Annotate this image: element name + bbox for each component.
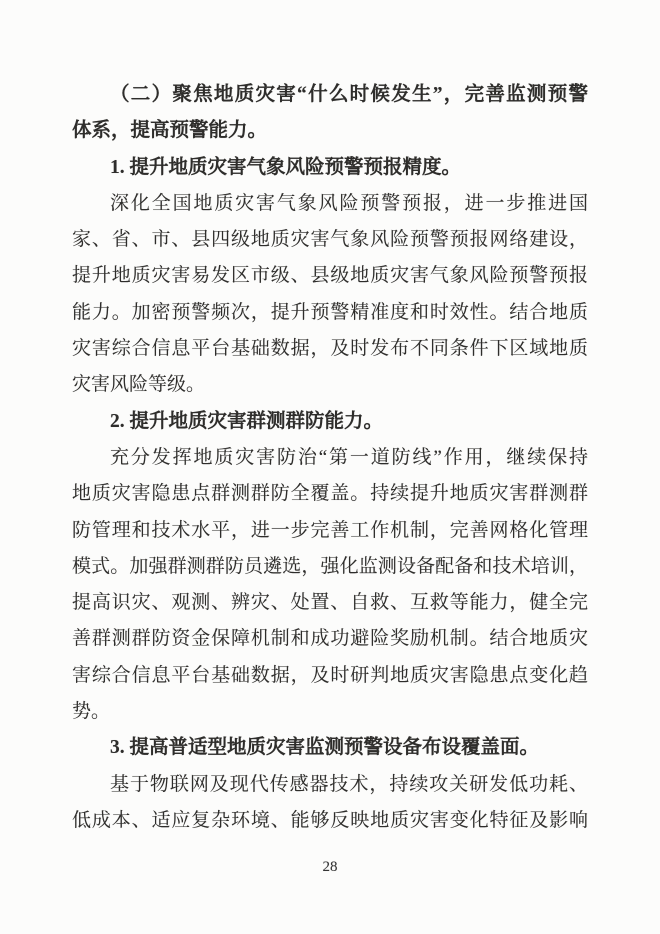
document-body [72,77,588,839]
paragraph-line: 基于物联网及现代传感器技术，持续攻关研发低功耗、 [110,773,588,795]
numbered-heading-1: 1. 提升地质灾害气象风险预警预报精度。 [110,156,462,178]
numbered-heading-2: 2. 提升地质灾害群测群防能力。 [110,410,384,432]
paragraph-line: 模式。加强群测群防员遴选，强化监测设备配备和技术培训， [72,555,588,577]
paragraph-line: 充分发挥地质灾害防治“第一道防线”作用，继续保持 [110,446,588,468]
paragraph-line: 提升地质灾害易发区市级、县级地质灾害气象风险预警预报 [72,265,588,287]
paragraph-line: 灾害综合信息平台基础数据，及时发布不同条件下区域地质 [72,338,588,360]
paragraph-line: 善群测群防资金保障机制和成功避险奖励机制。结合地质灾 [72,628,588,650]
paragraph-line: 低成本、适应复杂环境、能够反映地质灾害变化特征及影响 [72,809,588,831]
paragraph-line: 能力。加密预警频次，提升预警精准度和时效性。结合地质 [72,301,588,323]
paragraph-line: 深化全国地质灾害气象风险预警预报，进一步推进国 [110,192,588,214]
paragraph-line: 灾害风险等级。 [72,374,206,396]
paragraph-line: 提高识灾、观测、辨灾、处置、自救、互救等能力，健全完 [72,592,588,614]
page-number: 28 [322,859,338,875]
paragraph-line: 防管理和技术水平，进一步完善工作机制，完善网格化管理 [72,519,588,541]
paragraph-line: 势。 [72,701,111,723]
paragraph-line: 害综合信息平台基础数据，及时研判地质灾害隐患点变化趋 [72,664,588,686]
paragraph-line: 家、省、市、县四级地质灾害气象风险预警预报网络建设， [72,229,588,251]
numbered-heading-3: 3. 提高普适型地质灾害监测预警设备布设覆盖面。 [110,737,540,759]
paragraph-line: 地质灾害隐患点群测群防全覆盖。持续提升地质灾害群测群 [72,483,588,505]
subsection-heading-line: （二）聚焦地质灾害“什么时候发生”，完善监测预警 [110,84,588,105]
subsection-heading-line: 体系，提高预警能力。 [72,120,268,142]
